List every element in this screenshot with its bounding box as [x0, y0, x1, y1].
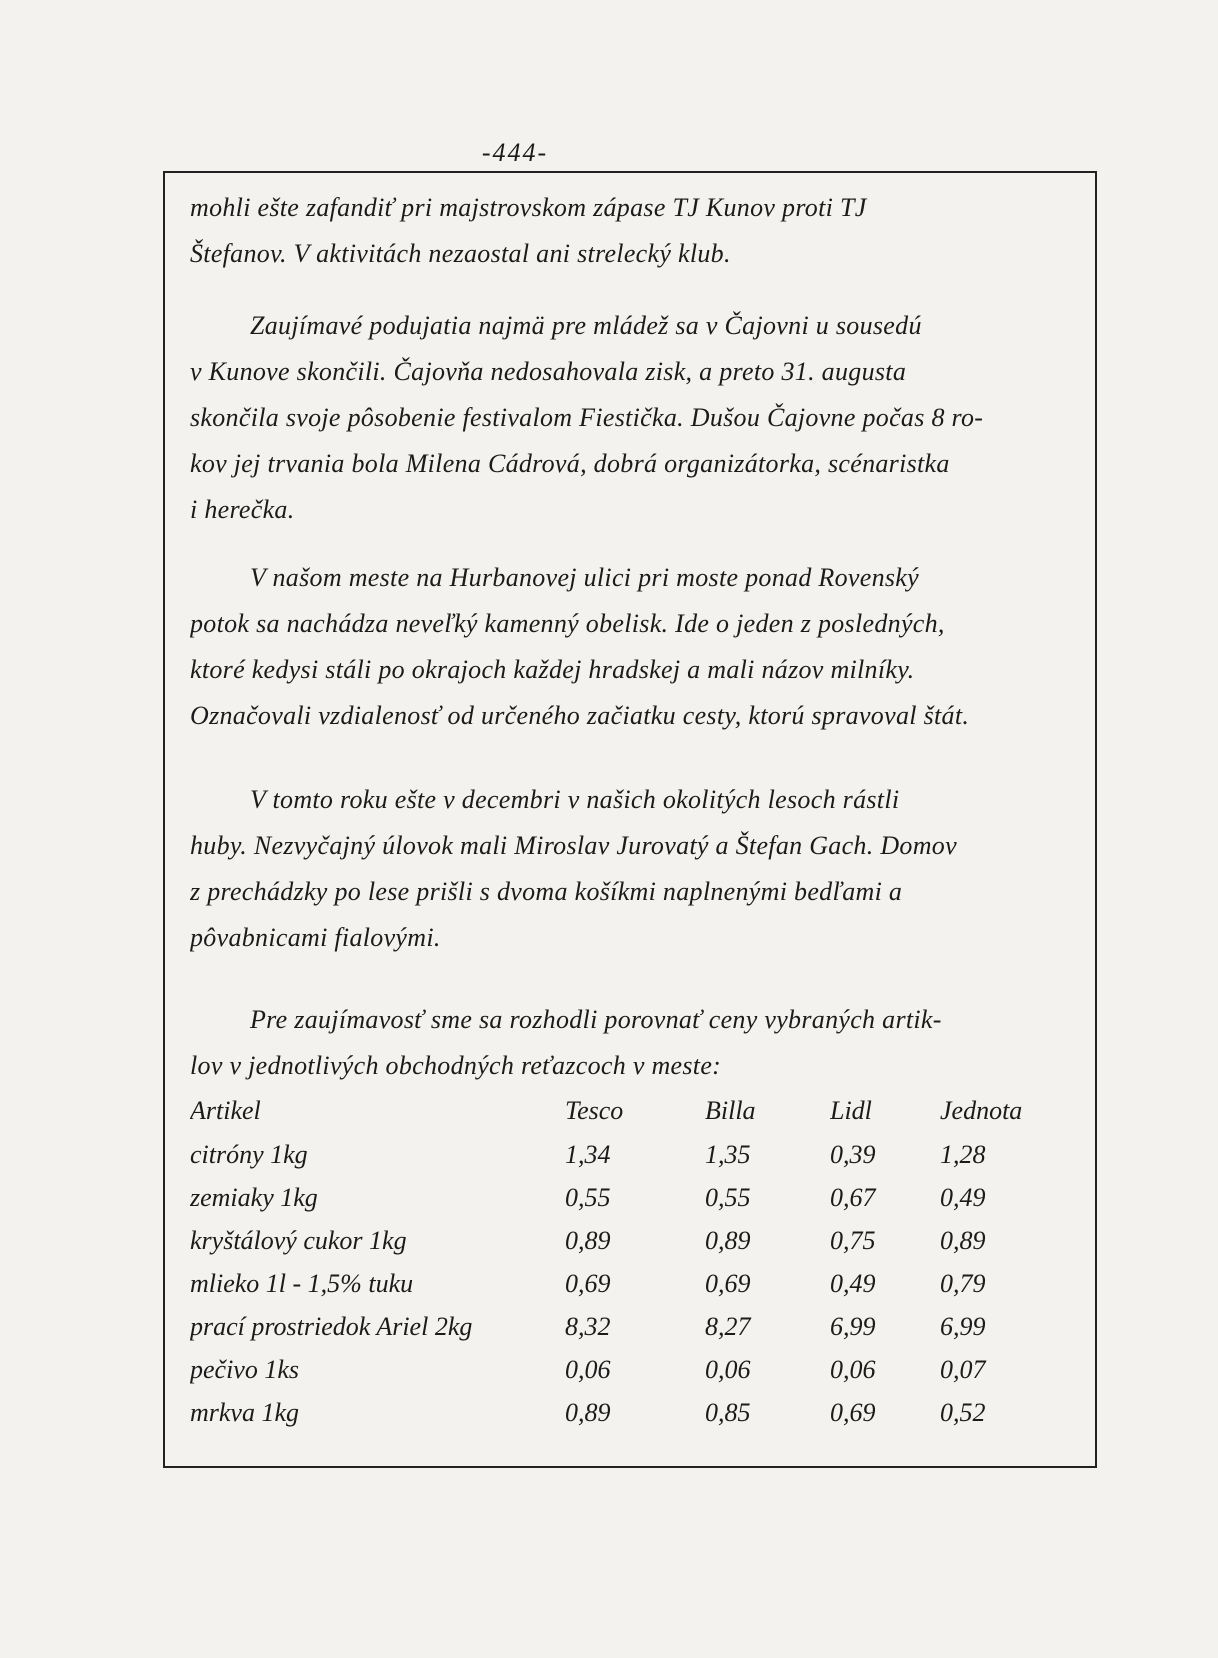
price-lidl: 0,69	[830, 1397, 876, 1427]
price-jednota: 0,52	[940, 1397, 986, 1427]
header-lidl: Lidl	[830, 1096, 872, 1125]
price-jednota: 6,99	[940, 1311, 986, 1341]
table-row	[190, 1219, 1070, 1262]
text-line: skončila svoje pôsobenie festivalom Fiestička. Dušou Čajovne počas 8 ro-	[190, 403, 984, 432]
text-line: Zaujímavé podujatia najmä pre mládež sa v Čajovni u sousedú	[250, 311, 922, 340]
price-jednota: 1,28	[940, 1139, 986, 1169]
table-row	[190, 1176, 1070, 1219]
price-billa: 0,55	[705, 1182, 751, 1212]
item-name: pečivo 1ks	[190, 1354, 300, 1384]
table-row	[190, 1391, 1070, 1434]
text-line: V našom meste na Hurbanovej ulici pri moste ponad Rovenský	[250, 563, 919, 592]
text-line: Štefanov. V aktivitách nezaostal ani strelecký klub.	[190, 239, 731, 268]
price-tesco: 0,06	[565, 1354, 611, 1384]
header-billa: Billa	[705, 1096, 756, 1125]
text-line: pôvabnicami fialovými.	[190, 923, 441, 952]
text-line: ktoré kedysi stáli po okrajoch každej hradskej a mali názov milníky.	[190, 655, 915, 684]
price-lidl: 0,67	[830, 1182, 876, 1212]
price-tesco: 8,32	[565, 1311, 611, 1341]
text-line: v Kunove skončili. Čajovňa nedosahovala zisk, a preto 31. augusta	[190, 357, 907, 386]
header-artikel: Artikel	[190, 1096, 261, 1125]
price-tesco: 0,89	[565, 1397, 611, 1427]
price-billa: 0,06	[705, 1354, 751, 1384]
price-billa: 0,89	[705, 1225, 751, 1255]
price-lidl: 6,99	[830, 1311, 876, 1341]
item-name: citróny 1kg	[190, 1139, 308, 1169]
header-tesco: Tesco	[565, 1096, 624, 1125]
item-name: mrkva 1kg	[190, 1397, 300, 1427]
price-jednota: 0,07	[940, 1354, 986, 1384]
text-line: Označovali vzdialenosť od určeného začiatku cesty, ktorú spravoval štát.	[190, 701, 970, 730]
text-line: mohli ešte zafandiť pri majstrovskom zápase TJ Kunov proti TJ	[190, 193, 867, 222]
header-jednota: Jednota	[940, 1096, 1023, 1125]
table-row	[190, 1262, 1070, 1305]
text-line: V tomto roku ešte v decembri v našich okolitých lesoch rástli	[250, 785, 900, 814]
price-tesco: 0,89	[565, 1225, 611, 1255]
price-lidl: 0,49	[830, 1268, 876, 1298]
table-header-row	[190, 1089, 1070, 1133]
text-line: potok sa nachádza neveľký kamenný obelisk. Ide o jeden z posledných,	[190, 609, 945, 638]
price-billa: 1,35	[705, 1139, 751, 1169]
price-lidl: 0,75	[830, 1225, 876, 1255]
table-row	[190, 1305, 1070, 1348]
price-billa: 0,85	[705, 1397, 751, 1427]
page-frame	[163, 171, 1097, 1468]
paragraph-obelisk	[190, 555, 1077, 739]
price-table	[190, 1089, 1070, 1434]
paragraph-mushrooms	[190, 777, 1077, 961]
page-number: -444-	[481, 138, 549, 167]
table-row	[190, 1348, 1070, 1391]
paragraph-price-intro	[190, 997, 1077, 1089]
item-name: zemiaky 1kg	[190, 1182, 318, 1212]
price-lidl: 0,06	[830, 1354, 876, 1384]
text-line: huby. Nezvyčajný úlovok mali Miroslav Jurovatý a Štefan Gach. Domov	[190, 831, 957, 860]
price-billa: 0,69	[705, 1268, 751, 1298]
text-line: kov jej trvania bola Milena Cádrová, dobrá organizátorka, scénaristka	[190, 449, 950, 478]
text-line: z prechádzky po lese prišli s dvoma košíkmi naplnenými bedľami a	[190, 877, 903, 906]
price-jednota: 0,89	[940, 1225, 986, 1255]
table-row	[190, 1133, 1070, 1176]
item-name: prací prostriedok Ariel 2kg	[190, 1311, 473, 1341]
text-line: i herečka.	[190, 495, 295, 524]
price-jednota: 0,79	[940, 1268, 986, 1298]
price-tesco: 1,34	[565, 1139, 611, 1169]
price-lidl: 0,39	[830, 1139, 876, 1169]
text-line: Pre zaujímavosť sme sa rozhodli porovnať ceny vybraných artik-	[250, 1005, 942, 1034]
paragraph-cajovna	[190, 303, 1077, 533]
text-line: lov v jednotlivých obchodných reťazcoch v meste:	[190, 1051, 722, 1080]
price-billa: 8,27	[705, 1311, 751, 1341]
paragraph-clubs	[190, 185, 1077, 277]
item-name: kryštálový cukor 1kg	[190, 1225, 407, 1255]
price-jednota: 0,49	[940, 1182, 986, 1212]
item-name: mlieko 1l - 1,5% tuku	[190, 1268, 414, 1298]
price-tesco: 0,55	[565, 1182, 611, 1212]
price-tesco: 0,69	[565, 1268, 611, 1298]
